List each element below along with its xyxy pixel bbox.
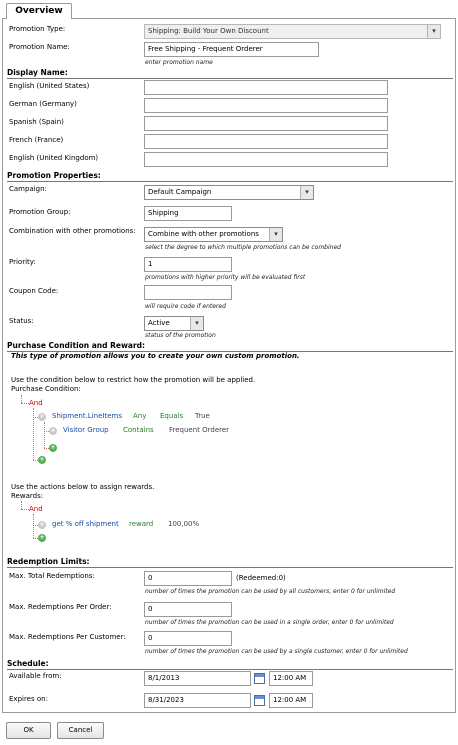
actions-instruction-text: Use the actions below to assign rewards. [11, 483, 155, 491]
available-from-label: Available from: [9, 672, 62, 680]
reward-type[interactable]: reward [129, 520, 154, 528]
purchase-condition-section-title: Purchase Condition and Reward: [7, 341, 453, 352]
condition-value[interactable]: True [195, 412, 210, 420]
tree-line [21, 501, 22, 509]
max-per-order-hint: number of times the promotion can be used in a single order, enter 0 for unlimited [145, 619, 394, 626]
calendar-icon[interactable] [254, 695, 265, 706]
condition-quantifier[interactable]: Any [133, 412, 147, 420]
status-value: Active [148, 319, 170, 327]
promotion-name-input[interactable]: Free Shipping - Frequent Orderer [144, 42, 319, 57]
max-per-customer-hint: number of times the promotion can be used by a single customer, enter 0 for unlimited [145, 648, 408, 655]
calendar-icon[interactable] [254, 673, 265, 684]
ok-button[interactable]: OK [6, 722, 51, 739]
combination-value: Combine with other promotions [148, 230, 259, 238]
tree-line [33, 408, 34, 460]
display-name-input-de-de[interactable] [144, 98, 388, 113]
chevron-down-icon: ▾ [269, 228, 282, 241]
coupon-code-label: Coupon Code: [9, 287, 59, 295]
promotion-type-select[interactable] [144, 24, 441, 39]
priority-hint: promotions with higher priority will be evaluated first [145, 274, 306, 281]
condition-instruction-text: Use the condition below to restrict how the promotion will be applied. [11, 376, 256, 384]
promotion-type-label: Promotion Type: [9, 25, 66, 33]
display-name-label-en-us: English (United States) [9, 82, 90, 90]
display-name-input-en-gb[interactable] [144, 152, 388, 167]
redemption-limits-section-title: Redemption Limits: [7, 557, 453, 568]
tree-line [44, 422, 45, 448]
coupon-code-hint: will require code if entered [145, 303, 226, 310]
max-total-redemptions-label: Max. Total Redemptions: [9, 572, 95, 580]
available-from-time-input[interactable]: 12:00 AM [269, 671, 313, 686]
remove-circle-icon[interactable]: × [39, 521, 45, 528]
display-name-label-es-es: Spanish (Spain) [9, 118, 64, 126]
condition-operator[interactable]: Contains [123, 426, 154, 434]
max-total-redemptions-input[interactable]: 0 [144, 571, 232, 586]
tree-line [33, 514, 34, 538]
condition-field-link[interactable]: Visitor Group [63, 426, 109, 434]
redeemed-count: (Redeemed:0) [236, 574, 286, 582]
status-label: Status: [9, 317, 34, 325]
overview-panel [2, 18, 456, 713]
chevron-down-icon: ▾ [300, 186, 313, 199]
promotion-type-value: Shipping: Build Your Own Discount [148, 27, 269, 35]
add-circle-icon[interactable]: + [39, 456, 45, 463]
tree-line [21, 509, 29, 510]
max-total-redemptions-hint: number of times the promotion can be used by all customers, enter 0 for unlimited [145, 588, 396, 595]
add-circle-icon[interactable]: + [39, 534, 45, 541]
priority-input[interactable]: 1 [144, 257, 232, 272]
expires-on-time-input[interactable]: 12:00 AM [269, 693, 313, 708]
display-name-input-en-us[interactable] [144, 80, 388, 95]
campaign-label: Campaign: [9, 185, 47, 193]
condition-and-operator[interactable]: And [29, 399, 43, 407]
combination-label: Combination with other promotions: [9, 227, 136, 235]
combination-select[interactable] [144, 227, 283, 242]
add-circle-icon[interactable]: + [50, 444, 56, 451]
status-hint: status of the promotion [145, 332, 216, 339]
promotion-group-label: Promotion Group: [9, 208, 71, 216]
max-per-customer-input[interactable]: 0 [144, 631, 232, 646]
tab-overview[interactable]: Overview [6, 3, 72, 19]
display-name-input-es-es[interactable] [144, 116, 388, 131]
chevron-down-icon: ▾ [190, 317, 203, 330]
display-name-input-fr-fr[interactable] [144, 134, 388, 149]
rewards-label: Rewards: [11, 492, 44, 500]
tab-bar [0, 0, 458, 18]
status-select[interactable] [144, 316, 204, 331]
max-per-order-input[interactable]: 0 [144, 602, 232, 617]
display-name-label-de-de: German (Germany) [9, 100, 77, 108]
remove-circle-icon[interactable]: × [50, 427, 56, 434]
display-name-label-fr-fr: French (France) [9, 136, 64, 144]
display-name-section-title: Display Name: [7, 68, 453, 79]
purchase-intro-text: This type of promotion allows you to create your own custom promotion. [11, 352, 300, 360]
campaign-select[interactable] [144, 185, 314, 200]
tree-line [21, 395, 22, 403]
max-per-customer-label: Max. Redemptions Per Customer: [9, 633, 126, 641]
remove-circle-icon[interactable]: × [39, 413, 45, 420]
expires-on-label: Expires on: [9, 695, 48, 703]
chevron-down-icon: ▾ [427, 25, 440, 38]
display-name-label-en-gb: English (United Kingdom) [9, 154, 99, 162]
button-bar [0, 718, 458, 745]
purchase-condition-label: Purchase Condition: [11, 385, 81, 393]
promotion-name-hint: enter promotion name [145, 59, 213, 66]
reward-field-link[interactable]: get % off shipment [52, 520, 119, 528]
condition-operator[interactable]: Equals [160, 412, 184, 420]
tree-line [21, 403, 29, 404]
promotion-group-input[interactable]: Shipping [144, 206, 232, 221]
condition-field-link[interactable]: Shipment.LineItems [52, 412, 122, 420]
max-per-order-label: Max. Redemptions Per Order: [9, 603, 112, 611]
priority-label: Priority: [9, 258, 36, 266]
reward-and-operator[interactable]: And [29, 505, 43, 513]
expires-on-date-input[interactable]: 8/31/2023 [144, 693, 251, 708]
coupon-code-input[interactable] [144, 285, 232, 300]
condition-value[interactable]: Frequent Orderer [169, 426, 230, 434]
schedule-section-title: Schedule: [7, 659, 453, 670]
cancel-button[interactable]: Cancel [57, 722, 104, 739]
promotion-name-label: Promotion Name: [9, 43, 70, 51]
promotion-properties-section-title: Promotion Properties: [7, 171, 453, 182]
reward-value[interactable]: 100,00% [168, 520, 200, 528]
available-from-date-input[interactable]: 8/1/2013 [144, 671, 251, 686]
combination-hint: select the degree to which multiple promotions can be combined [145, 244, 341, 251]
campaign-value: Default Campaign [148, 188, 212, 196]
